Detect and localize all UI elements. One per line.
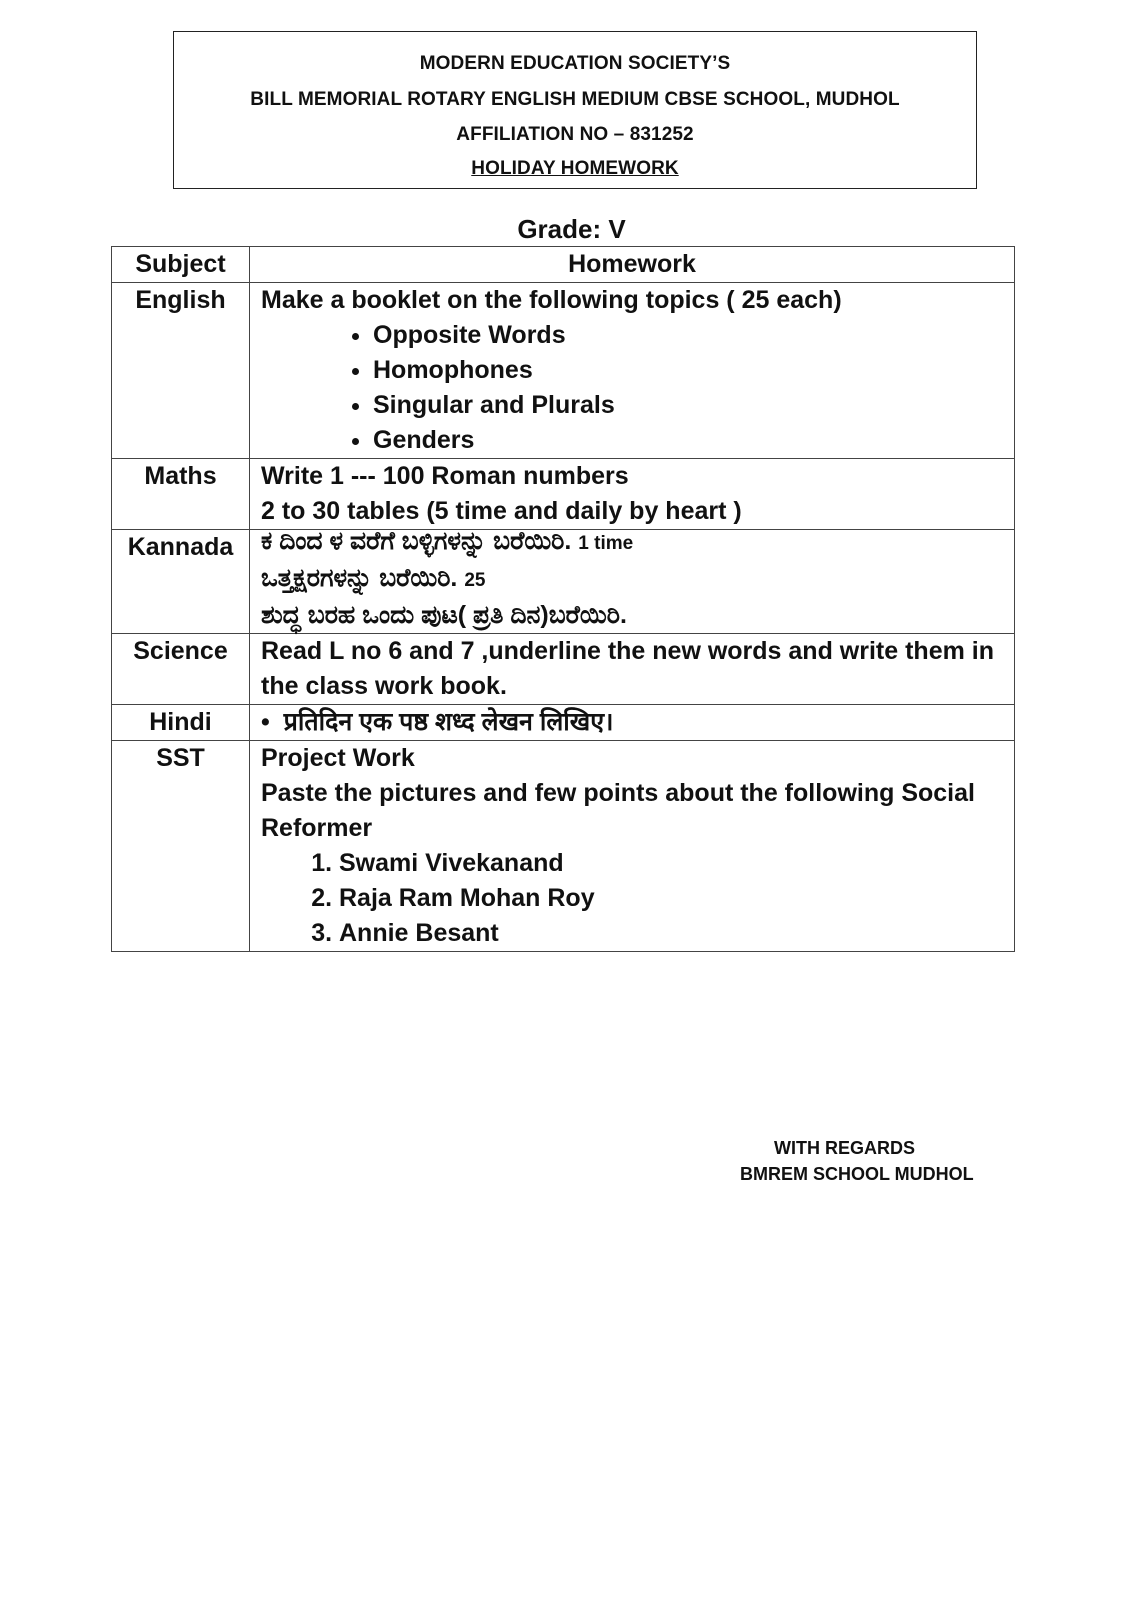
maths-line: Write 1 --- 100 Roman numbers [261,462,629,490]
subject-cell: Science [112,634,250,705]
table-header-row [112,247,1015,283]
table-row-science [112,634,1015,705]
affiliation-number: AFFILIATION NO – 831252 [456,124,694,145]
subject-cell: English [112,283,250,459]
subject-cell: SST [112,741,250,952]
document-title: HOLIDAY HOMEWORK [471,158,679,179]
subject-cell: Kannada [112,530,250,634]
list-item: • Singular and Plurals [373,388,1014,423]
homework-table [111,246,1015,952]
homework-cell [250,527,1015,634]
list-item: • Homophones [373,353,1014,388]
table-row-maths [112,459,1015,530]
kannada-line [261,524,1014,561]
reformer-list [261,846,1014,951]
school-header-box [173,31,977,189]
homework-cell [250,634,1015,705]
bullet-icon: • [261,708,284,736]
grade-heading: Grade: V [517,214,626,244]
kannada-line [261,561,1014,598]
english-instruction: Make a booklet on the following topics ( 25 each) [261,286,842,314]
english-topic-list [261,318,1014,458]
maths-line: 2 to 30 tables (5 time and daily by heart ) [261,497,742,525]
list-item: • Genders [373,423,1014,458]
regards-line: WITH REGARDS [774,1138,915,1158]
homework-cell [250,705,1015,741]
closing-signature [740,1135,1000,1187]
homework-cell [250,283,1015,459]
subject-cell: Hindi [112,705,250,741]
kannada-text: ಶುದ್ಧ ಬರಹ ಒಂದು ಪುಟ( ಪ್ರತಿ ದಿನ)ಬರೆಯಿರಿ. [261,601,627,629]
list-item: 3. Annie Besant [339,916,1014,951]
hindi-instruction: प्रतिदिन एक पष्ठ शध्द लेखन लिखिए। [283,708,614,736]
table-row-kannada [112,530,1015,634]
homework-cell [250,741,1015,952]
sst-title: Project Work [261,744,415,772]
list-item: • Opposite Words [373,318,1014,353]
homework-column-header: Homework [250,247,1015,283]
kannada-text: ಒತ್ತಕ್ಷರಗಳನ್ನು ಬರೆಯಿರಿ. [261,564,458,592]
sst-instruction: Paste the pictures and few points about the following Social Reformer [261,779,975,842]
subject-cell: Maths [112,459,250,530]
subject-column-header: Subject [112,247,250,283]
table-row-hindi [112,705,1015,741]
kannada-suffix: 1 time [578,533,634,554]
society-name: MODERN EDUCATION SOCIETY’S [419,53,731,74]
kannada-text: ಕ ದಿಂದ ಳ ವರೆಗೆ ಬಳ್ಳಿಗಳನ್ನು ಬರೆಯಿರಿ. [261,527,572,555]
school-name: BILL MEMORIAL ROTARY ENGLISH MEDIUM CBSE SCHOOL, MUDHOL [250,89,900,110]
kannada-line [261,598,1014,633]
table-row-english [112,283,1015,459]
table-row-sst [112,741,1015,952]
hindi-line [261,705,1014,740]
homework-cell [250,459,1015,530]
kannada-suffix: 25 [464,570,486,591]
school-signoff: BMREM SCHOOL MUDHOL [740,1164,974,1184]
list-item: 2. Raja Ram Mohan Roy [339,881,1014,916]
science-instruction: Read L no 6 and 7 ,underline the new words and write them in the class work book. [261,637,994,700]
list-item: 1. Swami Vivekanand [339,846,1014,881]
